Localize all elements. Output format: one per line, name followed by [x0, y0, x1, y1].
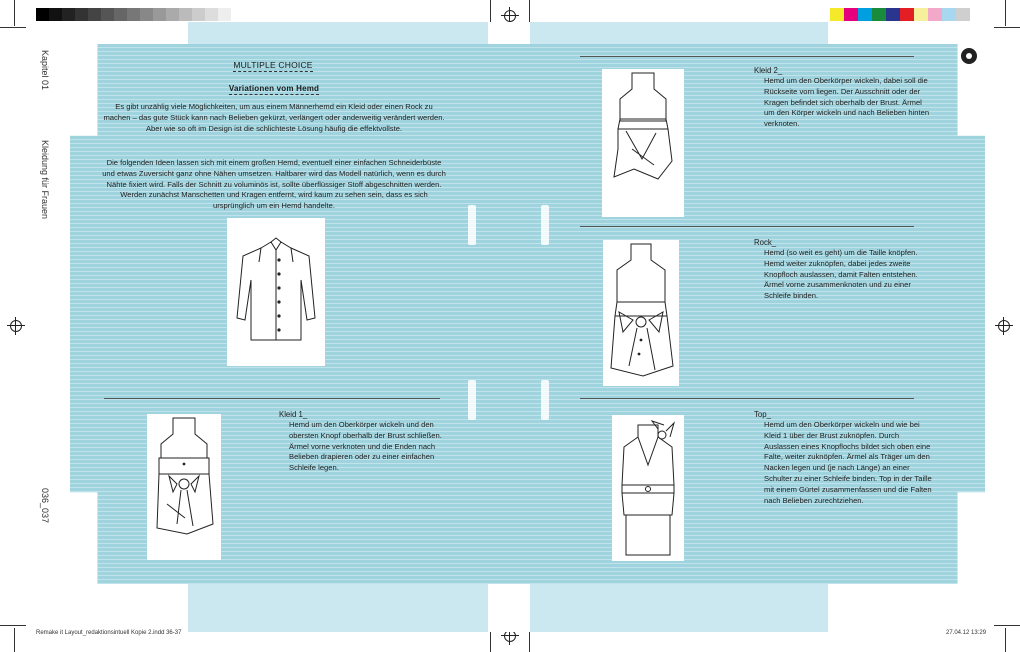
crop-mark — [14, 628, 15, 652]
grey-swatch-bar — [36, 8, 231, 21]
crop-mark — [529, 0, 530, 22]
intro-label-text: MULTIPLE CHOICE — [233, 60, 313, 70]
crop-mark — [0, 27, 26, 28]
color-swatch — [956, 8, 970, 21]
caption-dress-1-title: Kleid 1_ — [279, 410, 308, 419]
caption-skirt-title: Rock_ — [754, 238, 777, 247]
caption-skirt-text: Hemd (so weit es geht) um die Taille knöpfen. Hemd weiter zuknöpfen, dabei jedes zweite Knopfloch auslassen, damit Falten entstehen. Ärmel vorne zusammenknoten und zu einer Schleife binden. — [764, 248, 918, 301]
dress-2-illustration — [602, 69, 684, 217]
color-swatch — [942, 8, 956, 21]
grey-swatch — [62, 8, 75, 21]
grey-swatch — [36, 8, 49, 21]
crop-mark — [1005, 0, 1006, 26]
intro-label — [218, 60, 328, 70]
intro-title-text: Variationen vom Hemd — [228, 84, 320, 93]
caption-top-text: Hemd um den Oberkörper wickeln und wie bei Kleid 1 über der Brust zuknöpfen. Durch Auslassen eines Knopflochs bildet sich oben eine Falte, weiter zuknöpfen. Ärmel als Träger um den Nacken legen und (je nach Länge) an einer Schulter zu einer Schleife binden. Top in der Taille mit einem Gürtel zusammenfassen und die Falten nach Belieben zurechtziehen. — [764, 420, 932, 505]
footer-file: Remake it Layout_redaktionsintuell Kopie 2.indd 36-37 — [36, 630, 182, 636]
top-illustration — [612, 415, 684, 561]
color-swatch-bar — [830, 8, 970, 21]
crop-mark — [490, 0, 491, 22]
chapter-label: Kapitel 01 — [40, 50, 50, 91]
dress-1-illustration — [147, 414, 221, 560]
crop-mark — [490, 630, 491, 652]
registration-mark — [998, 320, 1010, 332]
intro-title — [196, 84, 352, 93]
caption-skirt — [754, 238, 930, 302]
color-swatch — [928, 8, 942, 21]
color-swatch — [914, 8, 928, 21]
grey-swatch — [192, 8, 205, 21]
color-swatch — [830, 8, 844, 21]
registration-mark — [10, 320, 22, 332]
grey-swatch — [153, 8, 166, 21]
section-rule — [580, 226, 914, 227]
caption-dress-2-text: Hemd um den Oberkörper wickeln, dabei soll die Rückseite vorn liegen. Der Ausschnitt oder der Kragen befindet sich oberhalb der Brust. Ärmel um den Körper wickeln und nach Belieben hinten verknoten. — [764, 76, 930, 129]
crop-mark — [1005, 628, 1006, 652]
grey-swatch — [101, 8, 114, 21]
crop-mark — [0, 625, 26, 626]
grey-swatch — [127, 8, 140, 21]
gutter-mark — [468, 380, 476, 420]
gutter-mark — [541, 205, 549, 245]
top-drawing — [612, 415, 684, 561]
dress-1-drawing — [147, 414, 221, 560]
color-swatch — [900, 8, 914, 21]
grey-swatch — [88, 8, 101, 21]
section-label: Kleidung für Frauen — [40, 140, 50, 220]
shirt-drawing — [227, 218, 325, 366]
registration-mark — [504, 10, 516, 22]
grey-swatch — [49, 8, 62, 21]
color-swatch — [858, 8, 872, 21]
page-numbers: 036_037 — [40, 488, 50, 524]
grey-swatch — [179, 8, 192, 21]
grey-swatch — [140, 8, 153, 21]
section-rule — [580, 398, 914, 399]
grey-swatch — [166, 8, 179, 21]
color-swatch — [872, 8, 886, 21]
color-swatch — [844, 8, 858, 21]
grey-swatch — [218, 8, 231, 21]
crop-mark — [994, 625, 1020, 626]
color-swatch — [886, 8, 900, 21]
caption-top — [754, 410, 934, 506]
gutter-mark — [468, 205, 476, 245]
caption-top-title: Top_ — [754, 410, 771, 419]
grey-swatch — [114, 8, 127, 21]
caption-dress-2 — [754, 66, 930, 130]
caption-dress-1 — [279, 410, 451, 474]
caption-dress-1-text: Hemd um den Oberkörper wickeln und den obersten Knopf oberhalb der Brust schließen. Ärmel vorne verknoten und die Enden nach Belieben drapieren oder zu einer einfachen Schleife legen. — [289, 420, 442, 473]
crop-mark — [529, 630, 530, 652]
gutter-mark — [541, 380, 549, 420]
intro-paragraph-2: Die folgenden Ideen lassen sich mit einem großen Hemd, eventuell einer einfachen Schneiderbüste und etwas Zuversicht ganz ohne Nähen umsetzen. Haltbarer wird das Modell natürlich, wenn es durch Nähte fixiert wird. Falls der Schnitt zu voluminös ist, sollte überflüssiger Stoff abgeschnitten werden. Werden zunächst Manschetten und Kragen entfernt, wird kaum zu sehen sein, dass es sich ursprünglich um ein Hemd handelte. — [102, 158, 446, 211]
section-rule — [104, 398, 440, 399]
skirt-illustration — [603, 240, 679, 386]
footer-date: 27.04.12 13:29 — [946, 630, 987, 636]
grey-swatch — [75, 8, 88, 21]
crop-mark — [14, 0, 15, 26]
section-rule — [580, 56, 914, 57]
dress-2-drawing — [602, 69, 684, 217]
caption-dress-2-title: Kleid 2_ — [754, 66, 783, 75]
crop-mark — [994, 27, 1020, 28]
bullet-icon — [961, 48, 977, 64]
grey-swatch — [205, 8, 218, 21]
shirt-illustration — [227, 218, 325, 366]
skirt-drawing — [603, 240, 679, 386]
intro-paragraph-1: Es gibt unzählig viele Möglichkeiten, um aus einem Männerhemd ein Kleid oder einen Rock zu machen – das gute Stück kann nach Belieben gekürzt, verlängert oder anderweitig verändert werden. Aber wie so oft im Design ist die schlichteste Lösung häufig die effektvollste. — [103, 102, 445, 133]
